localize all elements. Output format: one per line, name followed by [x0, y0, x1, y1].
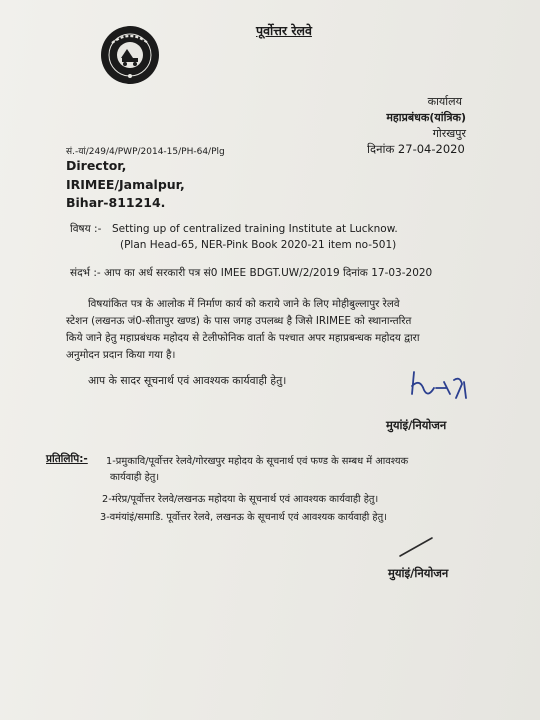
recipient-line: Bihar-811214.: [66, 195, 166, 210]
office-label: कार्यालय: [427, 95, 462, 108]
office-designation: महाप्रबंधक(यांत्रिक): [386, 111, 466, 124]
recipient-line: Director,: [66, 158, 127, 173]
letterhead-title: पूर्वोत्तर रेलवे: [256, 23, 312, 38]
subject-detail: (Plan Head-65, NER-Pink Book 2020-21 item no-501): [120, 239, 397, 251]
body-line: स्टेशन (लखनऊ जं0-सीतापुर खण्ड) के पास जगह उपलब्ध है जिसे IRIMEE को स्थानान्तरित: [66, 315, 412, 327]
copy-item: 3-वमंयांइं/समाडि. पूर्वोत्तर रेलवे, लखनऊ के सूचनार्थ एवं आवश्यक कार्यवाही हेतु।: [100, 512, 387, 523]
indian-railways-emblem-icon: [100, 25, 160, 85]
copy-item: 1-प्रमुकावि/पूर्वोत्तर रेलवे/गोरखपुर महोदय के सूचनार्थ एवं फण्ड के सम्बध में आवश्यक: [106, 456, 409, 467]
signatory-designation: मुयांइं/नियोजन: [386, 418, 447, 432]
copy-signatory-designation: मुयांइं/नियोजन: [388, 566, 449, 580]
reference-line: संदर्भ :- आप का अर्ध सरकारी पत्र सं0 IMEE BDGT.UW/2/2019 दिनांक 17-03-2020: [70, 267, 433, 279]
copy-item-continuation: कार्यवाही हेतु।: [110, 472, 160, 483]
copy-to-label: प्रतिलिपि:-: [46, 453, 88, 465]
body-line: किये जाने हेतु महाप्रबंधक महोदय से टेलीफोनिक वार्ता के पश्चात अपर महाप्रबन्धक महोदय द्वारा: [66, 332, 420, 344]
subject-label: विषय :-: [70, 223, 102, 235]
reference-number: सं.-यां/249/4/PWP/2014-15/PH-64/Plg: [66, 147, 225, 157]
signature-stroke-icon: [398, 534, 434, 558]
letter-date: दिनांक 27-04-2020: [367, 142, 465, 156]
copy-item: 2-मंरेप्र/पूर्वोत्तर रेलवे/लखनऊ महोदया के सूचनार्थ एवं आवश्यक कार्यवाही हेतु।: [102, 494, 379, 505]
body-line: अनुमोदन प्रदान किया गया है।: [66, 349, 176, 361]
office-city: गोरखपुर: [432, 127, 466, 140]
closing-line: आप के सादर सूचनार्थ एवं आवश्यक कार्यवाही हेतु।: [88, 374, 287, 387]
handwritten-signature-icon: [406, 368, 476, 410]
recipient-line: IRIMEE/Jamalpur,: [66, 177, 185, 192]
body-line: विषयांकित पत्र के आलोक में निर्माण कार्य को कराये जाने के लिए मोहीबुल्लापुर रेलवे: [88, 298, 400, 310]
subject-text: Setting up of centralized training Institute at Lucknow.: [112, 223, 398, 235]
